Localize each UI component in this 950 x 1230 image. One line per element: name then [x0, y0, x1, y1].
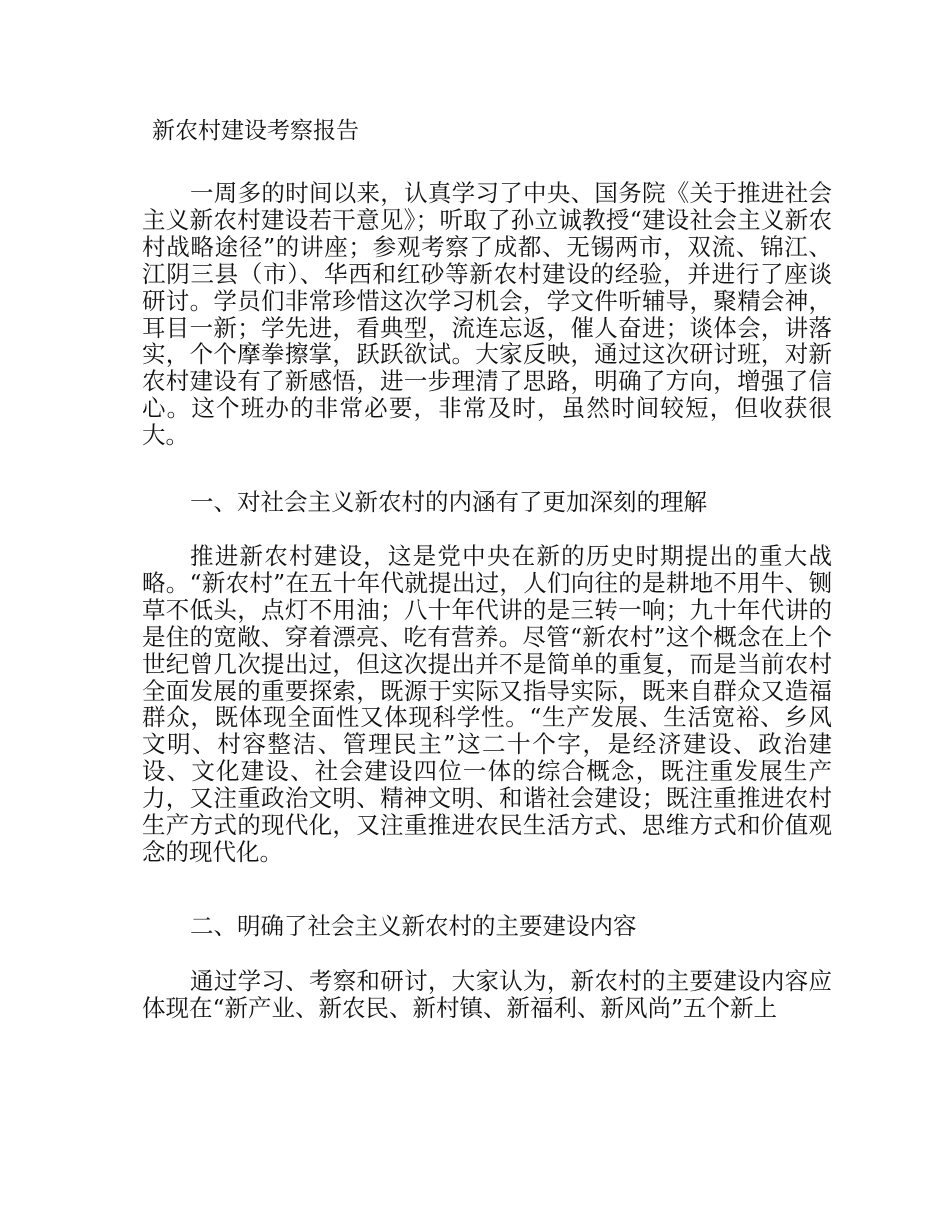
section-heading: 一、对社会主义新农村的内涵有了更加深刻的理解 — [190, 488, 707, 516]
body-paragraph: 推进新农村建设，这是党中央在新的历史时期提出的重大战略。“新农村”在五十年代就提出过，人们向往的是耕地不用牛、铡草不低头，点灯不用油；八十年代讲的是三转一响；九十年代讲的是住的宽敞、穿着漂亮、吃有营养。尽管“新农村”这个概念在上个世纪曾几次提出过，但这次提出并不是简单的重复，而是当前农村全面发展的重要探索，既源于实际又指导实际，既来自群众又造福群众，既体现全面性又体现科学性。“生产发展、生活宽裕、乡风文明、村容整洁、管理民主”这二十个字，是经济建设、政治建设、文化建设、社会建设四位一体的综合概念，既注重发展生产力，又注重政治文明、精神文明、和谐社会建设；既注重推进农村生产方式的现代化，又注重推进农民生活方式、思维方式和价值观念的现代化。 — [142, 542, 832, 866]
section-heading: 二、明确了社会主义新农村的主要建设内容 — [190, 912, 637, 940]
body-paragraph: 通过学习、考察和研讨，大家认为，新农村的主要建设内容应体现在“新产业、新农民、新村镇、新福利、新风尚”五个新上 — [142, 967, 832, 1022]
document-title: 新农村建设考察报告 — [152, 118, 359, 144]
body-paragraph: 一周多的时间以来，认真学习了中央、国务院《关于推进社会主义新农村建设若干意见》；听取了孙立诚教授“建设社会主义新农村战略途径”的讲座；参观考察了成都、无锡两市，双流、锦江、江阴三县（市）、华西和红砂等新农村建设的经验，并进行了座谈研讨。学员们非常珍惜这次学习机会，学文件听辅导，聚精会神，耳目一新；学先进，看典型，流连忘返，催人奋进；谈体会，讲落实，个个摩拳擦掌，跃跃欲试。大家反映，通过这次研讨班，对新农村建设有了新感悟，进一步理清了思路，明确了方向，增强了信心。这个班办的非常必要，非常及时，虽然时间较短，但收获很大。 — [142, 179, 832, 450]
